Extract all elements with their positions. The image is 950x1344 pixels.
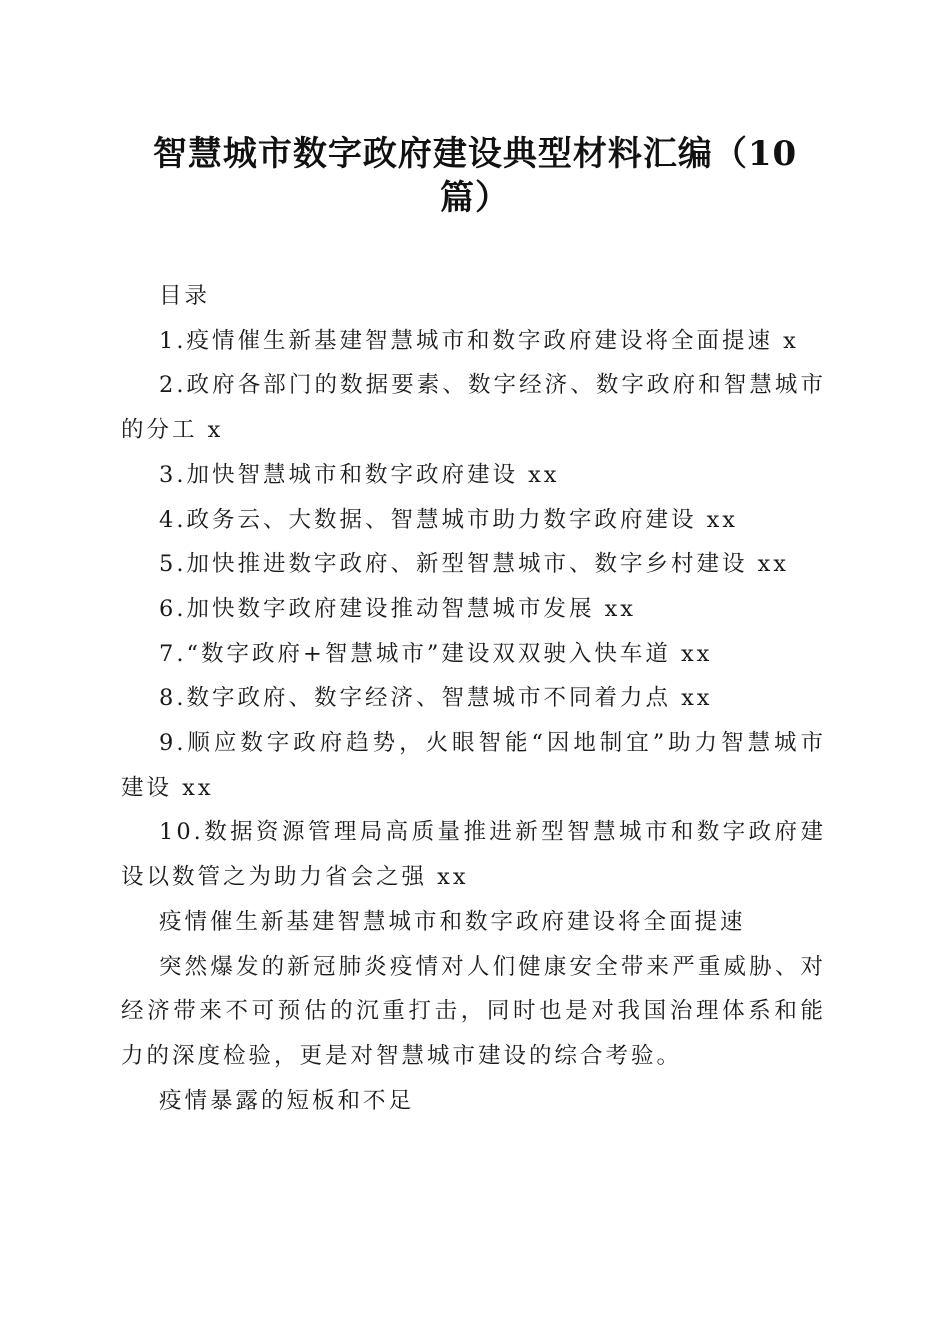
- toc-item-7: 7.“数字政府+智慧城市”建设双双驶入快车道 xx: [159, 640, 713, 667]
- toc-item-10: 10.数据资源管理局高质量推进新型智慧城市和数字政府建设以数管之为助力省会之强 xx: [121, 819, 826, 891]
- toc-item-2: 2.政府各部门的数据要素、数字经济、数字政府和智慧城市的分工 x: [121, 372, 826, 444]
- subheading: 疫情暴露的短板和不足: [159, 1087, 415, 1114]
- toc-item-3: 3.加快智慧城市和数字政府建设 xx: [159, 461, 560, 488]
- section-heading: 疫情催生新基建智慧城市和数字政府建设将全面提速: [159, 908, 746, 935]
- toc-item-9: 9.顺应数字政府趋势，火眼智能“因地制宜”助力智慧城市建设 xx: [121, 730, 826, 801]
- toc-item-6: 6.加快数字政府建设推动智慧城市发展 xx: [159, 595, 636, 622]
- toc-item-8: 8.数字政府、数字经济、智慧城市不同着力点 xx: [159, 685, 713, 712]
- toc-item-1: 1.疫情催生新基建智慧城市和数字政府建设将全面提速 x: [159, 327, 799, 354]
- body-paragraph: 突然爆发的新冠肺炎疫情对人们健康安全带来严重威胁、对经济带来不可预估的沉重打击，同时也是对我国治理体系和能力的深度检验，更是对智慧城市建设的综合考验。: [121, 953, 826, 1069]
- toc-item-5: 5.加快推进数字政府、新型智慧城市、数字乡村建设 xx: [159, 551, 789, 578]
- document-body: [121, 274, 826, 1123]
- toc-heading: 目录: [159, 283, 211, 309]
- title-line-2: 篇）: [440, 178, 510, 218]
- title-line-1: 智慧城市数字政府建设典型材料汇编（10: [152, 134, 798, 174]
- toc-item-4: 4.政务云、大数据、智慧城市助力数字政府建设 xx: [159, 506, 738, 533]
- document-title: [140, 132, 810, 220]
